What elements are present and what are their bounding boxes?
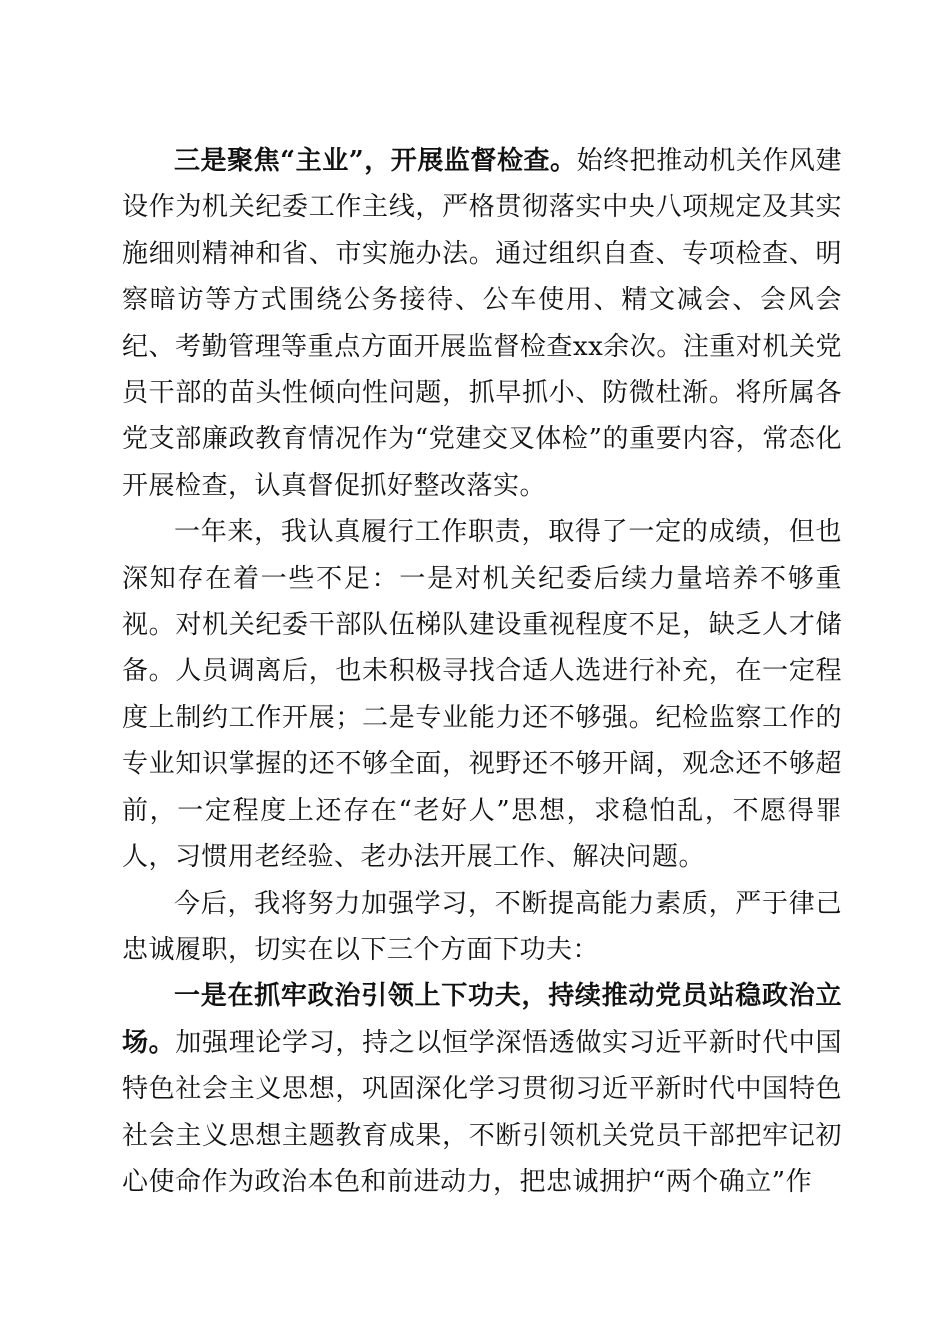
paragraph-political-guidance (122, 973, 842, 1205)
paragraph-shortcomings (122, 509, 842, 880)
paragraph-lead: 三是聚焦“主业”，开展监督检查。 (174, 146, 577, 176)
paragraph-lead: 一是在抓牢政治引领上下功夫，持续推动党员站稳政治立场。 (122, 981, 842, 1058)
paragraph-future-plan (122, 881, 842, 974)
document-body (122, 138, 842, 1205)
paragraph-text: 加强理论学习，持之以恒学深悟透做实习近平新时代中国特色社会主义思想，巩固深化学习贯彻习近平新时代中国特色社会主义思想主题教育成果，不断引领机关党员干部把牢记初心使命作为政治本色和前进动力，把忠诚拥护“两个确立”作 (122, 1027, 842, 1197)
paragraph-text: 一年来，我认真履行工作职责，取得了一定的成绩，但也深知存在着一些不足：一是对机关纪委后续力量培养不够重视。对机关纪委干部队伍梯队建设重视程度不足，缺乏人才储备。人员调离后，也未积极寻找合适人选进行补充，在一定程度上制约工作开展；二是专业能力还不够强。纪检监察工作的专业知识掌握的还不够全面，视野还不够开阔，观念还不够超前，一定程度上还存在“老好人”思想，求稳怕乱，不愿得罪人，习惯用老经验、老办法开展工作、解决问题。 (122, 517, 842, 873)
paragraph-supervision-inspection (122, 138, 842, 509)
paragraph-text: 今后，我将努力加强学习，不断提高能力素质，严于律己忠诚履职，切实在以下三个方面下功夫： (122, 888, 842, 965)
paragraph-text: 始终把推动机关作风建设作为机关纪委工作主线，严格贯彻落实中央八项规定及其实施细则精神和省、市实施办法。通过组织自查、专项检查、明察暗访等方式围绕公务接待、公车使用、精文减会、会风会纪、考勤管理等重点方面开展监督检查xx余次。注重对机关党员干部的苗头性倾向性问题，抓早抓小、防微杜渐。将所属各党支部廉政教育情况作为“党建交叉体检”的重要内容，常态化开展检查，认真督促抓好整改落实。 (122, 146, 842, 501)
